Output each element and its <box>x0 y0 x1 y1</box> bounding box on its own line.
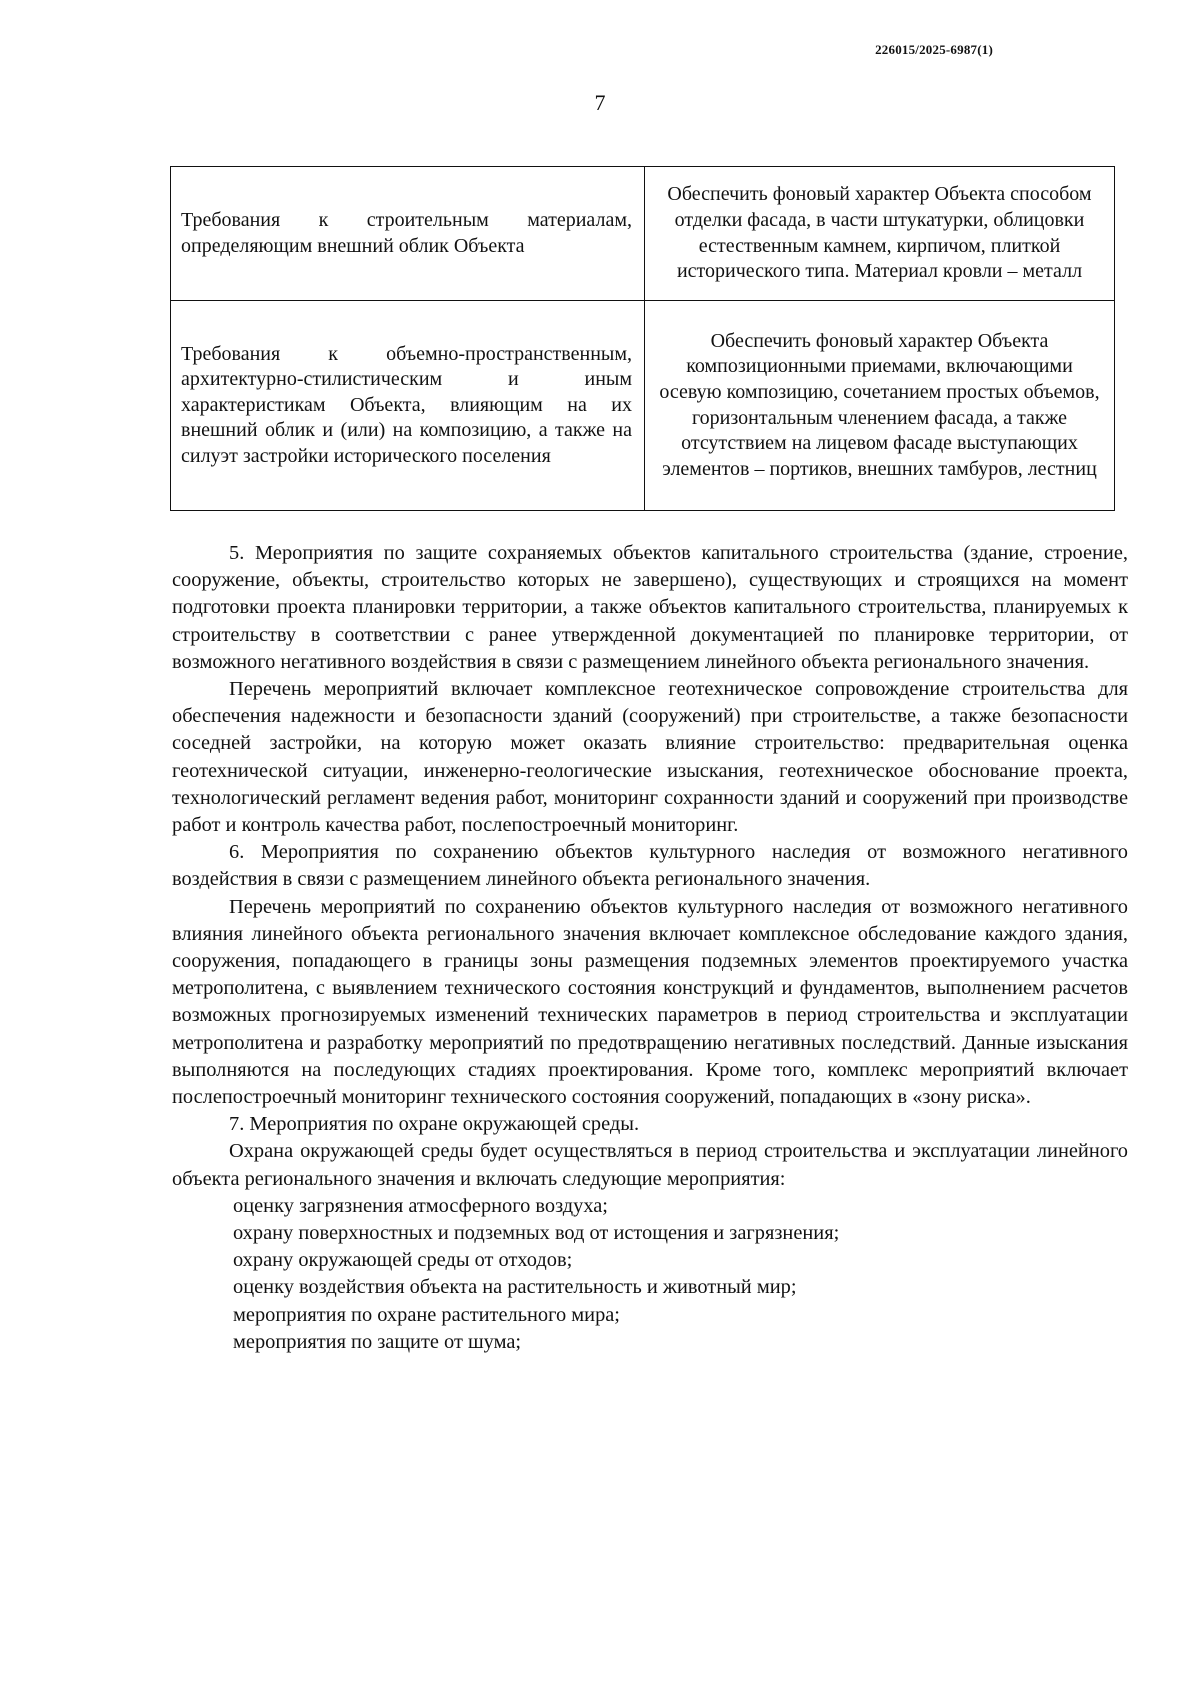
value-cell: Обеспечить фоновый характер Объекта композиционными приемами, включающими осевую композицию, сочетанием простых объемов, горизонтальным членением фасада, а также отсутствием на лицевом фасаде выступающих элементов – портиков, внешних тамбуров, лестниц <box>645 301 1115 511</box>
list-item: мероприятия по охране растительного мира; <box>233 1303 620 1326</box>
paragraph: Перечень мероприятий по сохранению объектов культурного наследия от возможного негативного влияния линейного объекта регионального значения включает комплексное обследование каждого здания, сооружения, попадающего в границы зоны размещения подземных элементов проектируемого участка метрополитена, с выявлением технического состояния конструкций и фундаментов, выполнением расчетов возможных прогнозируемых изменений технических параметров в период строительства и эксплуатации метрополитена и разработку мероприятий по предотвращению негативных последствий. Данные изыскания выполняются на последующих стадиях проектирования. Кроме того, комплекс мероприятий включает послепостроечный мониторинг технического состояния сооружений, попадающих в «зону риска». <box>172 895 1128 1109</box>
paragraph: 7. Мероприятия по охране окружающей среды. <box>229 1113 640 1136</box>
list-item: оценку воздействия объекта на растительность и животный мир; <box>233 1276 797 1299</box>
registration-number: 226015/2025-6987(1) <box>875 42 993 57</box>
list-item: оценку загрязнения атмосферного воздуха; <box>233 1194 608 1217</box>
paragraph: 6. Мероприятия по сохранению объектов культурного наследия от возможного негативного воздействия в связи с размещением линейного объекта регионального значения. <box>172 841 1128 891</box>
paragraph: Охрана окружающей среды будет осуществляться в период строительства и эксплуатации линейного объекта регионального значения и включать следующие мероприятия: <box>172 1140 1128 1190</box>
requirement-cell: Требования к строительным материалам, определяющим внешний облик Объекта <box>171 167 645 301</box>
list-item: охрану поверхностных и подземных вод от истощения и загрязнения; <box>233 1222 840 1245</box>
requirement-cell: Требования к объемно-пространственным, архитектурно-стилистическим и иным характеристикам Объекта, влияющим на их внешний облик и (или) на композицию, а также на силуэт застройки исторического поселения <box>171 301 645 511</box>
table-row <box>171 167 1115 301</box>
list-item: мероприятия по защите от шума; <box>233 1330 522 1353</box>
requirements-table <box>170 166 1115 511</box>
list-item: охрану окружающей среды от отходов; <box>233 1249 573 1272</box>
paragraph: 5. Мероприятия по защите сохраняемых объектов капитального строительства (здание, строение, сооружение, объекты, строительство которых не завершено), существующих и строящихся на момент подготовки проекта планировки территории, а также объектов капитального строительства, планируемых к строительству в соответствии с ранее утвержденной документацией по планировке территории, от возможного негативного воздействия в связи с размещением линейного объекта регионального значения. <box>172 542 1128 673</box>
document-body <box>172 540 1128 1356</box>
value-cell: Обеспечить фоновый характер Объекта способом отделки фасада, в части штукатурки, облицовки естественным камнем, кирпичом, плиткой исторического типа. Материал кровли – металл <box>645 167 1115 301</box>
paragraph: Перечень мероприятий включает комплексное геотехническое сопровождение строительства для обеспечения надежности и безопасности зданий (сооружений) при строительстве, а также безопасности соседней застройки, на которую может оказать влияние строительство: предварительная оценка геотехнической ситуации, инженерно-геологические изыскания, геотехническое обоснование проекта, технологический регламент ведения работ, мониторинг сохранности зданий и сооружений при производстве работ и контроль качества работ, послепостроечный мониторинг. <box>172 678 1128 837</box>
table-row <box>171 301 1115 511</box>
page-number: 7 <box>594 90 606 115</box>
